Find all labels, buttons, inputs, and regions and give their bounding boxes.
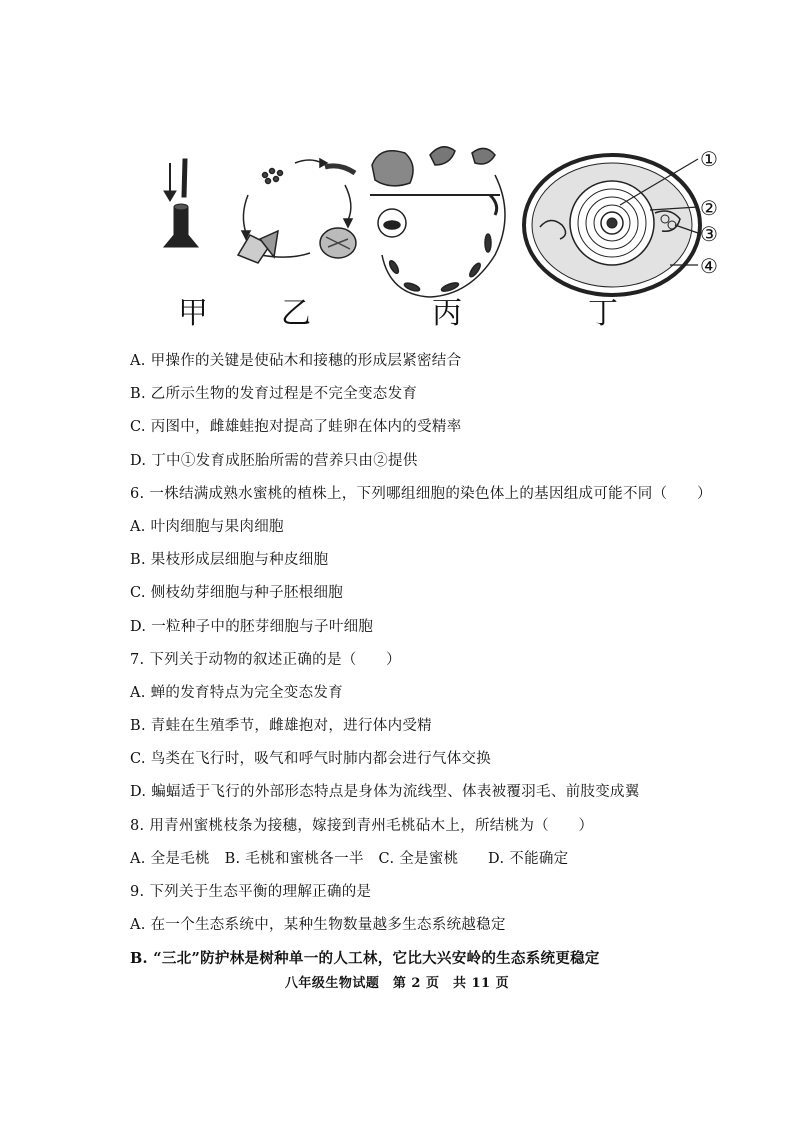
- question-8: 8. 用青州蜜桃枝条为接穗，嫁接到青州毛桃砧木上，所结桃为（ ）: [130, 817, 594, 834]
- insect-lifecycle-illustration: [238, 159, 356, 263]
- option-5d: D. 丁中①发育成胚胎所需的营养只由②提供: [130, 452, 418, 469]
- figure-label-ding: 丁: [588, 296, 618, 331]
- question-text: [130, 345, 710, 976]
- option-9b: B. “三北”防护林是树种单一的人工林，它比大兴安岭的生态系统更稳定: [130, 950, 600, 968]
- option-6d: D. 一粒种子中的胚芽细胞与子叶细胞: [130, 618, 374, 635]
- option-6b: B. 果枝形成层细胞与种皮细胞: [130, 552, 329, 569]
- frog-lifecycle-illustration: [370, 147, 505, 297]
- option-5a: A. 甲操作的关键是使砧木和接穗的形成层紧密结合: [130, 353, 462, 369]
- option-6c: C. 侧枝幼芽细胞与种子胚根细胞: [130, 585, 344, 602]
- option-9a: A. 在一个生态系统中，某种生物数量越多生态系统越稳定: [130, 917, 506, 934]
- option-7b: B. 青蛙在生殖季节，雌雄抱对，进行体内受精: [130, 718, 432, 735]
- egg-part-markers: [700, 147, 718, 278]
- option-7d: D. 蝙蝠适于飞行的外部形态特点是身体为流线型、体表被覆羽毛、前肢变成翼: [130, 784, 640, 801]
- marker-4: ④: [700, 254, 718, 278]
- question-6: 6. 一株结满成熟水蜜桃的植株上，下列哪组细胞的染色体上的基因组成可能不同（ ）: [130, 485, 712, 502]
- grafting-illustration: [164, 159, 198, 247]
- option-5c: C. 丙图中，雌雄蛙抱对提高了蛙卵在体内的受精率: [130, 419, 462, 436]
- marker-2: ②: [700, 196, 718, 220]
- option-6a: A. 叶肉细胞与果肉细胞: [130, 518, 284, 535]
- figure-label-jia: 甲: [178, 296, 208, 331]
- question-9: 9. 下列关于生态平衡的理解正确的是: [130, 884, 372, 900]
- option-7a: A. 蝉的发育特点为完全变态发育: [130, 684, 343, 701]
- option-7c: C. 鸟类在飞行时，吸气和呼气时肺内都会进行气体交换: [130, 751, 492, 768]
- marker-3: ③: [700, 222, 718, 246]
- marker-1: ①: [700, 147, 718, 171]
- bird-egg-illustration: [524, 155, 700, 295]
- page-footer: 八年级生物试题 第 2 页 共 11 页: [284, 976, 510, 991]
- figure-label-yi: 乙: [281, 296, 311, 331]
- figure-label-bing: 丙: [432, 296, 462, 331]
- option-5b: B. 乙所示生物的发育过程是不完全变态发育: [130, 386, 418, 403]
- question-7: 7. 下列关于动物的叙述正确的是（ ）: [130, 651, 401, 668]
- options-8: A. 全是毛桃 B. 毛桃和蜜桃各一半 C. 全是蜜桃 D. 不能确定: [130, 850, 569, 867]
